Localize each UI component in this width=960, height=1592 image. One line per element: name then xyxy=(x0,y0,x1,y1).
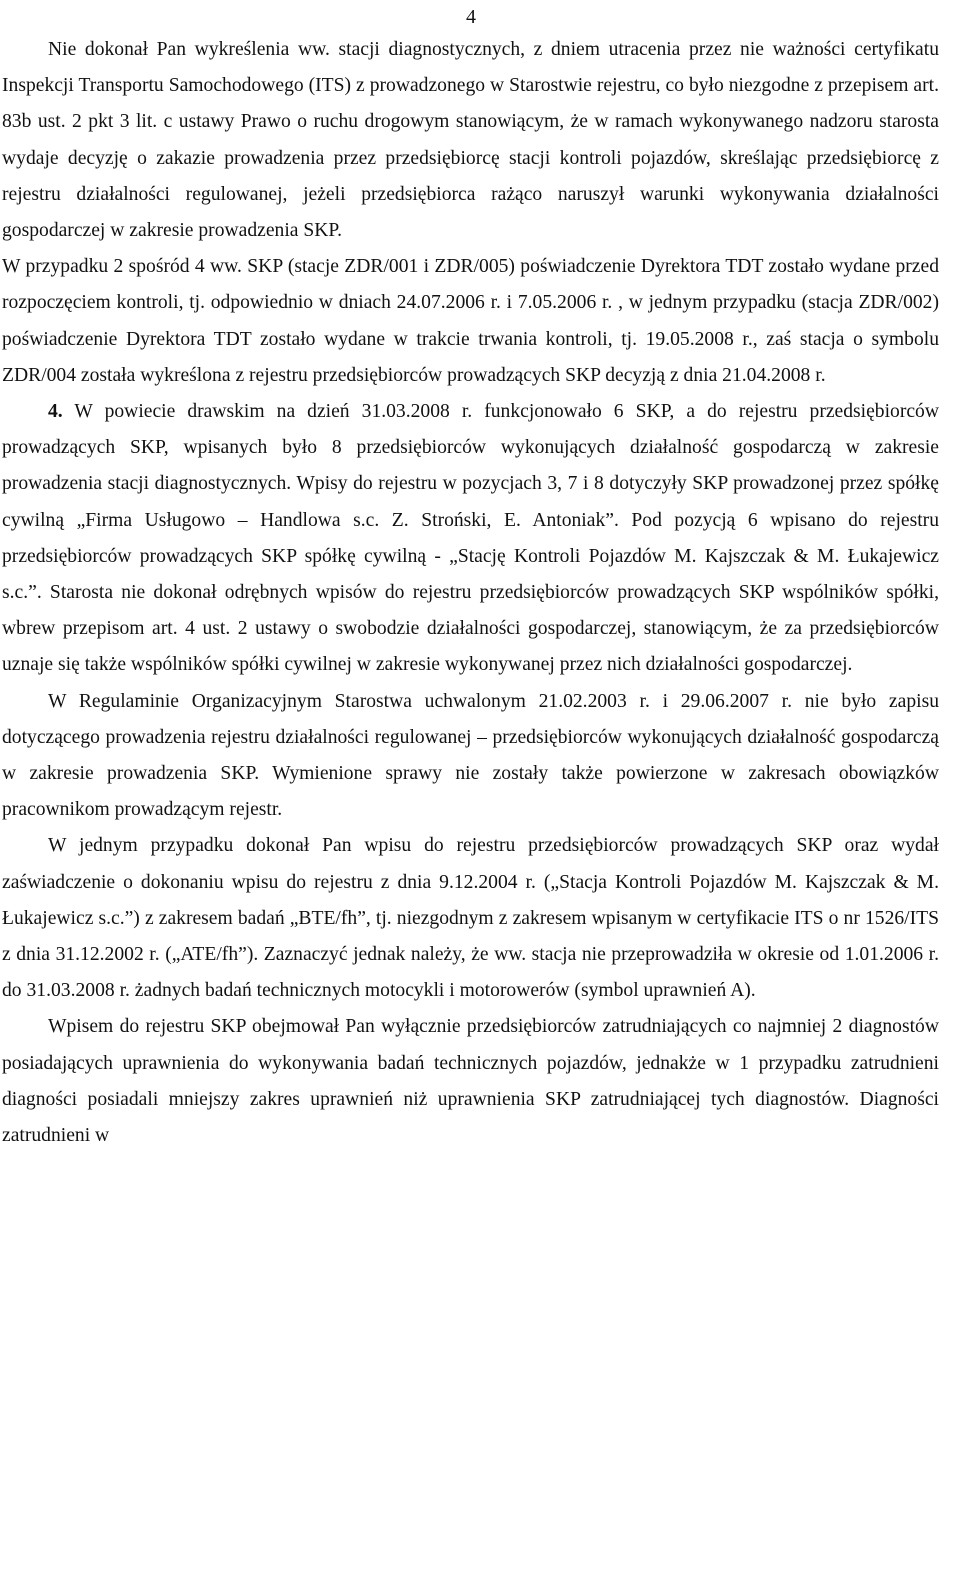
paragraph: W jednym przypadku dokonał Pan wpisu do rejestru przedsiębiorców prowadzących SKP oraz wydał zaświadczenie o dokonaniu wpisu do rejestru z dnia 9.12.2004 r. („Stacja Kontroli Pojazdów M. Kajszczak & M. Łukajewicz s.c.”) z zakresem badań „BTE/fh”, tj. niezgodnym z zakresem wpisanym w certyfikacie ITS o nr 1526/ITS z dnia 31.12.2002 r. („ATE/fh”). Zaznaczyć jednak należy, że ww. stacja nie przeprowadziła w okresie od 1.01.2006 r. do 31.03.2008 r. żadnych badań technicznych motocykli i motorowerów (symbol uprawnień A). xyxy=(2,835,939,1002)
paragraph: W Regulaminie Organizacyjnym Starostwa uchwalonym 21.02.2003 r. i 29.06.2007 r. nie było zapisu dotyczącego prowadzenia rejestru działalności regulowanej – przedsiębiorców wykonujących działalność gospodarczą w zakresie prowadzenia SKP. Wymienione sprawy nie zostały także powierzone w zakresach obowiązków pracownikom prowadzącym rejestr. xyxy=(2,690,939,821)
page-number: 4 xyxy=(466,6,476,28)
paragraph: W przypadku 2 spośród 4 ww. SKP (stacje ZDR/001 i ZDR/005) poświadczenie Dyrektora TDT zostało wydane przed rozpoczęciem kontroli, tj. odpowiednio w dniach 24.07.2006 r. i 7.05.2006 r. , w jednym przypadku (stacja ZDR/002) poświadczenie Dyrektora TDT zostało wydane w trakcie trwania kontroli, tj. 19.05.2008 r., zaś stacja o symbolu ZDR/004 została wykreślona z rejestru przedsiębiorców prowadzących SKP decyzją z dnia 21.04.2008 r. xyxy=(2,256,939,386)
item-number: 4. xyxy=(48,401,63,423)
paragraph: Wpisem do rejestru SKP obejmował Pan wyłącznie przedsiębiorców zatrudniających co najmniej 2 diagnostów posiadających uprawnienia do wykonywania badań technicznych pojazdów, jednakże w 1 przypadku zatrudnieni diagności posiadali mniejszy zakres uprawnień niż uprawnienia SKP zatrudniającej tych diagnostów. Diagności zatrudnieni w xyxy=(2,1016,939,1147)
paragraph: Nie dokonał Pan wykreślenia ww. stacji diagnostycznych, z dniem utracenia przez nie ważności certyfikatu Inspekcji Transportu Samochodowego (ITS) z prowadzonego w Starostwie rejestru, co było niezgodne z przepisem art. 83b ust. 2 pkt 3 lit. c ustawy Prawo o ruchu drogowym stanowiącym, że w ramach wykonywanego nadzoru starosta wydaje decyzję o zakazie prowadzenia przez przedsiębiorcę stacji kontroli pojazdów, skreślając przedsiębiorcę z rejestru działalności regulowanej, jeżeli przedsiębiorca rażąco naruszył warunki wykonywania działalności gospodarczej w zakresie prowadzenia SKP. xyxy=(2,39,939,242)
paragraph-text: W powiecie drawskim na dzień 31.03.2008 r. funkcjonowało 6 SKP, a do rejestru przedsiębiorców prowadzących SKP, wpisanych było 8 przedsiębiorców wykonujących działalność gospodarczą w zakresie prowadzenia stacji diagnostycznych. Wpisy do rejestru w pozycjach 3, 7 i 8 dotyczyły SKP prowadzonej przez spółkę cywilną „Firma Usługowo – Handlowa s.c. Z. Stroński, E. Antoniak”. Pod pozycją 6 wpisano do rejestru przedsiębiorców prowadzących SKP spółkę cywilną - „Stację Kontroli Pojazdów M. Kajszczak & M. Łukajewicz s.c.”. Starosta nie dokonał odrębnych wpisów do rejestru przedsiębiorców prowadzących SKP wspólników spółki, wbrew przepisom art. 4 ust. 2 ustawy o swobodzie działalności gospodarczej, stanowiącym, że za przedsiębiorców uznaje się także wspólników spółki cywilnej w zakresie wykonywanej przez nich działalności gospodarczej. xyxy=(2,401,939,676)
document-body xyxy=(2,32,939,1154)
numbered-paragraph xyxy=(2,394,939,684)
